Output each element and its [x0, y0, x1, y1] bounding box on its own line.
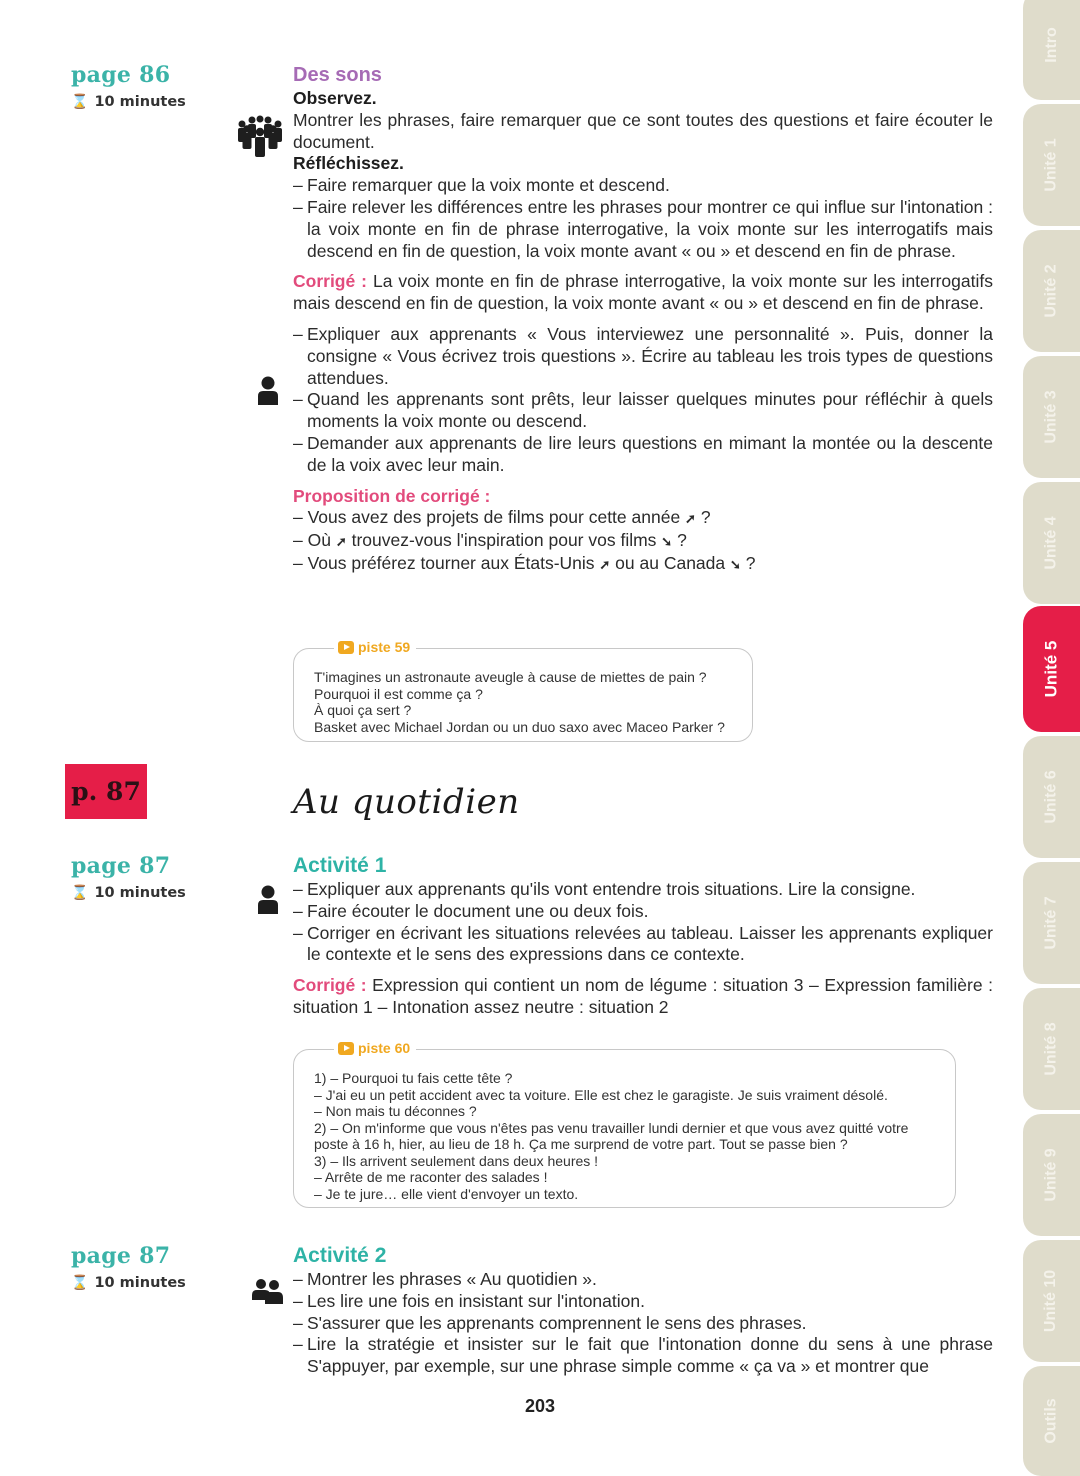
duration: ⌛ 10 minutes — [71, 885, 186, 901]
proposition-line: – Vous avez des projets de films pour cette année ➚ ? — [293, 507, 993, 530]
corrige-label: Corrigé : — [293, 271, 368, 292]
list-item: – Quand les apprenants sont prêts, leur laisser quelques minutes pour réfléchir à quels moments la voix monte ou descend. — [293, 389, 993, 433]
steps-list — [293, 324, 993, 477]
transcript-line: 2) – On m'informe que vous n'êtes pas venu travailler lundi dernier et que vous avez quitté votre poste à 16 h, hier, au lieu de 18 h. Ça me surprend de votre part. Tout se passe bien ? — [314, 1119, 909, 1152]
play-icon[interactable] — [338, 1042, 354, 1055]
page-badge: p. 87 — [65, 764, 147, 819]
list-item: – Expliquer aux apprenants « Vous interviewez une personnalité ». Puis, donner la consigne « Vous écrivez trois questions ». Écrire au tableau les trois types de questions attendues. — [293, 324, 993, 389]
tab-unite-2[interactable]: Unité 2 — [1023, 230, 1080, 352]
reflechissez-label: Réfléchissez. — [293, 153, 404, 174]
corrige-paragraph — [293, 271, 993, 315]
proposition-line: – Vous préférez tourner aux États-Unis ➚ ou au Canada ➘ ? — [293, 553, 993, 576]
list-item: – Faire relever les différences entre les phrases pour montrer ce qui influe sur l'intonation : la voix monte en fin de phrase interrogative, la voix monte sur les interrogatifs mais descend en fin de question, la voix monte avant « ou » et descend en fin de phrase. — [293, 197, 993, 262]
section-activite-2 — [293, 1243, 993, 1378]
page-ref: page 87 — [71, 853, 171, 879]
transcript-line: – Arrête de me raconter des salades ! — [314, 1169, 548, 1185]
observez-label: Observez. — [293, 88, 377, 108]
reflechissez-list — [293, 175, 993, 262]
tab-unite-9[interactable]: Unité 9 — [1023, 1114, 1080, 1236]
pair-icon — [252, 1278, 284, 1304]
person-icon — [257, 376, 279, 405]
transcript-line: – Je te jure… elle vient d'envoyer un texto. — [314, 1185, 579, 1202]
page-ref: page 86 — [71, 62, 171, 88]
list-item: – Faire remarquer que la voix monte et descend. — [293, 175, 993, 197]
list-item: – Montrer les phrases « Au quotidien ». — [293, 1269, 993, 1291]
corrige-text: La voix monte en fin de phrase interrogative, la voix monte sur les interrogatifs mais descend en fin de question, la voix monte avant « ou » et descend en fin de phrase. — [293, 271, 993, 314]
arrow-up-icon: ➚ — [335, 534, 347, 550]
transcript-line: Pourquoi il est comme ça ? — [314, 685, 483, 702]
proposition-line: – Où ➚ trouvez-vous l'inspiration pour vos films ➘ ? — [293, 530, 993, 553]
tab-intro[interactable]: Intro — [1023, 0, 1080, 100]
transcript-line: – Non mais tu déconnes ? — [314, 1103, 477, 1119]
hourglass-icon: ⌛ — [71, 1275, 89, 1291]
tab-unite-10[interactable]: Unité 10 — [1023, 1240, 1080, 1362]
list-item: – Corriger en écrivant les situations relevées au tableau. Laisser les apprenants expliquer le contexte et le sens des expressions dans ce contexte. — [293, 923, 993, 967]
unit-tabs — [1023, 0, 1080, 1465]
list-item: – Expliquer aux apprenants qu'ils vont entendre trois situations. Lire la consigne. — [293, 879, 993, 901]
steps-list — [293, 1269, 993, 1378]
tab-unite-6[interactable]: Unité 6 — [1023, 736, 1080, 858]
tab-outils[interactable]: Outils — [1023, 1366, 1080, 1476]
section-activite-1 — [293, 853, 993, 1019]
duration-text: 10 minutes — [94, 94, 186, 110]
observez-text: Montrer les phrases, faire remarquer que ce sont toutes des questions et faire écouter le document. — [293, 109, 993, 152]
page-ref-block-87a — [71, 853, 186, 901]
duration: ⌛ 10 minutes — [71, 1275, 186, 1291]
corrige-paragraph: Corrigé : Expression qui contient un nom de légume : situation 3 – Expression familière : situation 1 – Intonation assez neutre : situation 2 — [293, 975, 993, 1017]
piste-label[interactable]: piste 60 — [334, 1040, 416, 1057]
duration — [71, 94, 186, 110]
proposition-label: Proposition de corrigé : — [293, 485, 491, 506]
list-item: – Lire la stratégie et insister sur le fait que l'intonation donne du sens à une phrase S'appuyer, par exemple, sur une phrase simple comme « ça va » et montrer que — [293, 1334, 993, 1378]
corrige-label: Corrigé : — [293, 975, 367, 996]
list-item: – Demander aux apprenants de lire leurs questions en mimant la montée ou la descente de la voix avec leur main. — [293, 433, 993, 477]
page-ref-block-87b — [71, 1243, 186, 1291]
group-icon — [236, 115, 284, 157]
arrow-down-icon: ➘ — [730, 556, 741, 572]
transcript-line: 1) – Pourquoi tu fais cette tête ? — [314, 1070, 513, 1086]
transcript-line: Basket avec Michael Jordan ou un duo saxo avec Maceo Parker ? — [314, 718, 725, 735]
steps-list — [293, 879, 993, 966]
arrow-up-icon: ➚ — [685, 511, 696, 527]
list-item: – S'assurer que les apprenants comprennent le sens des phrases. — [293, 1313, 993, 1335]
transcript-line: – J'ai eu un petit accident avec ta voiture. Elle est chez le garagiste. Je suis vraiment désolé. — [314, 1086, 888, 1103]
transcript-line: 3) – Ils arrivent seulement dans deux heures ! — [314, 1152, 599, 1169]
play-icon[interactable] — [338, 641, 354, 654]
tab-unite-1[interactable]: Unité 1 — [1023, 104, 1080, 226]
person-icon — [257, 885, 279, 914]
hourglass-icon: ⌛ — [71, 885, 89, 901]
arrow-up-icon: ➚ — [599, 556, 611, 572]
tab-unite-8[interactable]: Unité 8 — [1023, 988, 1080, 1110]
list-item: – Faire écouter le document une ou deux fois. — [293, 901, 993, 923]
tab-unite-3[interactable]: Unité 3 — [1023, 356, 1080, 478]
page-number: 203 — [524, 1396, 556, 1416]
list-item: – Les lire une fois en insistant sur l'intonation. — [293, 1291, 993, 1313]
activity-title: Activité 1 — [293, 854, 387, 877]
section-title: Des sons — [293, 64, 382, 86]
section-des-sons — [293, 62, 993, 576]
page-ref-block-86 — [71, 62, 186, 110]
activity-title: Activité 2 — [293, 1244, 387, 1267]
arrow-down-icon: ➘ — [661, 534, 673, 550]
audio-transcript-box — [293, 1040, 956, 1208]
transcript-line: À quoi ça sert ? — [314, 702, 412, 718]
section-heading: Au quotidien — [293, 782, 520, 822]
tab-unite-5[interactable]: Unité 5 — [1023, 606, 1080, 732]
tab-unite-7[interactable]: Unité 7 — [1023, 862, 1080, 984]
audio-transcript-box — [293, 639, 753, 742]
page-ref: page 87 — [71, 1243, 171, 1269]
transcript-line: T'imagines un astronaute aveugle à cause de miettes de pain ? — [314, 669, 707, 685]
piste-label[interactable]: piste 59 — [334, 639, 416, 656]
tab-unite-4[interactable]: Unité 4 — [1023, 482, 1080, 604]
hourglass-icon: ⌛ — [71, 94, 89, 110]
